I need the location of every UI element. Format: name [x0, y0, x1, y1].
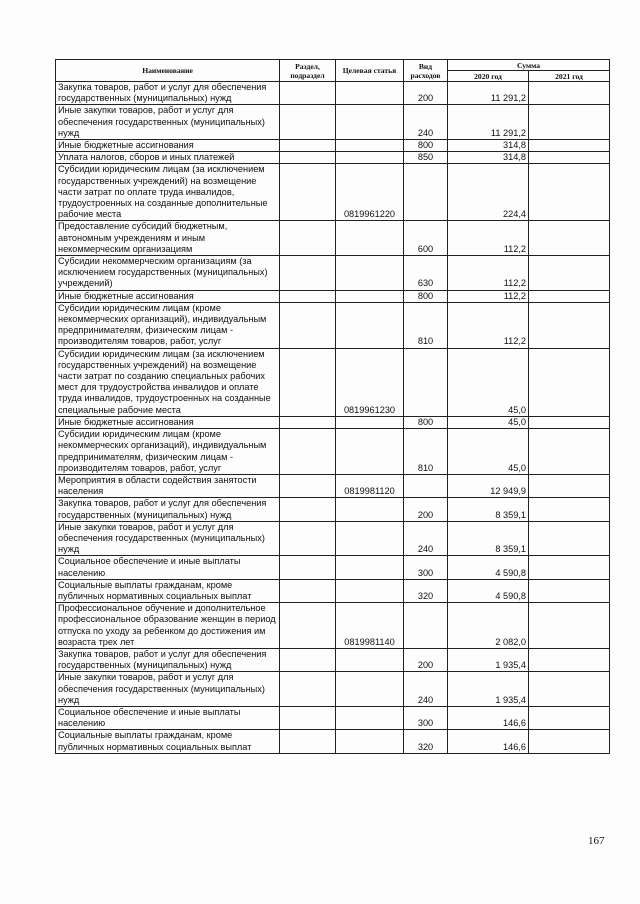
- cell-kind: [404, 164, 448, 221]
- cell-section: [280, 706, 336, 729]
- cell-name: Иные закупки товаров, работ и услуг для обеспечения государственных (муниципальных) нужд: [56, 672, 280, 707]
- cell-kind: 300: [404, 556, 448, 579]
- cell-name: Иные закупки товаров, работ и услуг для обеспечения государственных (муниципальных) нужд: [56, 105, 280, 140]
- cell-kind: 200: [404, 648, 448, 671]
- table-row: [56, 256, 610, 291]
- cell-kind: 800: [404, 416, 448, 428]
- header-name: Наименование: [56, 60, 280, 82]
- cell-target: [336, 140, 404, 152]
- table-row: [56, 672, 610, 707]
- cell-name: Иные бюджетные ассигнования: [56, 290, 280, 302]
- table-row: [56, 348, 610, 416]
- table-row: [56, 556, 610, 579]
- cell-section: [280, 348, 336, 416]
- cell-y2020: 314,8: [448, 152, 529, 164]
- cell-y2020: 4 590,8: [448, 556, 529, 579]
- cell-y2020: 11 291,2: [448, 82, 529, 105]
- cell-y2021: [529, 164, 610, 221]
- cell-kind: [404, 474, 448, 497]
- cell-name: Субсидии юридическим лицам (за исключением государственных учреждений) на возмещение части затрат по созданию специальных рабочих мест для трудоустройства инвалидов и оплате труда инвалидов, трудоустроенных на созданные специальные рабочие места: [56, 348, 280, 416]
- cell-y2021: [529, 672, 610, 707]
- table-row: [56, 140, 610, 152]
- table-row: [56, 521, 610, 556]
- cell-section: [280, 556, 336, 579]
- cell-kind: 800: [404, 140, 448, 152]
- budget-table: [55, 59, 610, 754]
- cell-target: [336, 672, 404, 707]
- table-row: [56, 105, 610, 140]
- cell-section: [280, 429, 336, 475]
- cell-y2020: 314,8: [448, 140, 529, 152]
- cell-target: [336, 498, 404, 521]
- cell-y2020: 4 590,8: [448, 579, 529, 602]
- cell-kind: 300: [404, 706, 448, 729]
- header-section: Раздел, подраздел: [280, 60, 336, 82]
- cell-section: [280, 164, 336, 221]
- cell-section: [280, 140, 336, 152]
- cell-kind: 240: [404, 672, 448, 707]
- cell-y2020: 12 949,9: [448, 474, 529, 497]
- cell-kind: [404, 603, 448, 649]
- cell-target: [336, 290, 404, 302]
- cell-y2020: 45,0: [448, 429, 529, 475]
- page-number: 167: [588, 835, 605, 847]
- cell-kind: 200: [404, 498, 448, 521]
- cell-target: [336, 152, 404, 164]
- cell-section: [280, 603, 336, 649]
- cell-kind: 240: [404, 105, 448, 140]
- cell-kind: 320: [404, 730, 448, 753]
- cell-name: Уплата налогов, сборов и иных платежей: [56, 152, 280, 164]
- cell-target: [336, 82, 404, 105]
- cell-target: [336, 521, 404, 556]
- cell-target: [336, 706, 404, 729]
- cell-name: Социальное обеспечение и иные выплаты населению: [56, 706, 280, 729]
- table-row: [56, 429, 610, 475]
- cell-name: Закупка товаров, работ и услуг для обеспечения государственных (муниципальных) нужд: [56, 498, 280, 521]
- header-year-2021: 2021 год: [529, 71, 610, 82]
- cell-y2021: [529, 82, 610, 105]
- cell-section: [280, 82, 336, 105]
- cell-y2020: 112,2: [448, 256, 529, 291]
- table-header: [56, 60, 610, 82]
- cell-name: Закупка товаров, работ и услуг для обеспечения государственных (муниципальных) нужд: [56, 648, 280, 671]
- cell-y2021: [529, 521, 610, 556]
- cell-kind: 200: [404, 82, 448, 105]
- table-row: [56, 730, 610, 753]
- cell-kind: 240: [404, 521, 448, 556]
- cell-y2021: [529, 416, 610, 428]
- cell-name: Закупка товаров, работ и услуг для обеспечения государственных (муниципальных) нужд: [56, 82, 280, 105]
- cell-name: Предоставление субсидий бюджетным, автономным учреждениям и иным некоммерческим организациям: [56, 221, 280, 256]
- cell-kind: 810: [404, 429, 448, 475]
- cell-section: [280, 152, 336, 164]
- cell-kind: 850: [404, 152, 448, 164]
- cell-y2020: 8 359,1: [448, 521, 529, 556]
- table-row: [56, 474, 610, 497]
- cell-name: Иные закупки товаров, работ и услуг для обеспечения государственных (муниципальных) нужд: [56, 521, 280, 556]
- cell-y2020: 45,0: [448, 348, 529, 416]
- table-body: [56, 82, 610, 754]
- cell-name: Социальные выплаты гражданам, кроме публичных нормативных социальных выплат: [56, 579, 280, 602]
- table-row: [56, 498, 610, 521]
- cell-target: [336, 302, 404, 348]
- cell-y2021: [529, 290, 610, 302]
- cell-y2020: 146,6: [448, 706, 529, 729]
- cell-kind: 320: [404, 579, 448, 602]
- cell-y2021: [529, 498, 610, 521]
- cell-y2021: [529, 105, 610, 140]
- cell-kind: [404, 348, 448, 416]
- cell-y2021: [529, 152, 610, 164]
- cell-y2021: [529, 474, 610, 497]
- header-year-2020: 2020 год: [448, 71, 529, 82]
- cell-y2020: 1 935,4: [448, 672, 529, 707]
- table-row: [56, 152, 610, 164]
- table-row: [56, 416, 610, 428]
- cell-y2021: [529, 429, 610, 475]
- cell-target: 0819981120: [336, 474, 404, 497]
- cell-name: Социальные выплаты гражданам, кроме публичных нормативных социальных выплат: [56, 730, 280, 753]
- cell-kind: 800: [404, 290, 448, 302]
- cell-y2020: 2 082,0: [448, 603, 529, 649]
- cell-section: [280, 290, 336, 302]
- cell-kind: 630: [404, 256, 448, 291]
- cell-y2020: 146,6: [448, 730, 529, 753]
- cell-y2021: [529, 556, 610, 579]
- cell-section: [280, 105, 336, 140]
- cell-y2021: [529, 730, 610, 753]
- cell-y2021: [529, 648, 610, 671]
- cell-target: [336, 221, 404, 256]
- cell-section: [280, 221, 336, 256]
- table-row: [56, 302, 610, 348]
- cell-name: Мероприятия в области содействия занятости населения: [56, 474, 280, 497]
- cell-name: Субсидии юридическим лицам (кроме некоммерческих организаций), индивидуальным предпринимателям, физическим лицам - производителям товаров, работ, услуг: [56, 429, 280, 475]
- cell-kind: 600: [404, 221, 448, 256]
- cell-name: Профессиональное обучение и дополнительное профессиональное образование женщин в период отпуска по уходу за ребенком до достижения им возраста трех лет: [56, 603, 280, 649]
- cell-y2020: 112,2: [448, 302, 529, 348]
- cell-name: Субсидии юридическим лицам (кроме некоммерческих организаций), индивидуальным предпринимателям, физическим лицам - производителям товаров, работ, услуг: [56, 302, 280, 348]
- cell-name: Субсидии некоммерческим организациям (за исключением государственных (муниципальных) учреждений): [56, 256, 280, 291]
- cell-y2021: [529, 140, 610, 152]
- cell-section: [280, 672, 336, 707]
- cell-target: 0819961220: [336, 164, 404, 221]
- cell-target: [336, 556, 404, 579]
- cell-section: [280, 256, 336, 291]
- cell-name: Иные бюджетные ассигнования: [56, 416, 280, 428]
- cell-target: [336, 105, 404, 140]
- cell-target: [336, 416, 404, 428]
- cell-name: Субсидии юридическим лицам (за исключением государственных учреждений) на возмещение части затрат по оплате труда инвалидов, трудоустроенных на созданные дополнительные рабочие места: [56, 164, 280, 221]
- table-row: [56, 221, 610, 256]
- table-row: [56, 290, 610, 302]
- cell-section: [280, 579, 336, 602]
- cell-name: Иные бюджетные ассигнования: [56, 140, 280, 152]
- cell-target: 0819961230: [336, 348, 404, 416]
- cell-name: Социальное обеспечение и иные выплаты населению: [56, 556, 280, 579]
- cell-target: [336, 730, 404, 753]
- cell-kind: 810: [404, 302, 448, 348]
- table-row: [56, 706, 610, 729]
- cell-y2021: [529, 706, 610, 729]
- cell-section: [280, 498, 336, 521]
- cell-y2021: [529, 256, 610, 291]
- header-sum: Сумма: [448, 60, 610, 71]
- table-row: [56, 579, 610, 602]
- cell-y2021: [529, 348, 610, 416]
- cell-y2020: 8 359,1: [448, 498, 529, 521]
- cell-section: [280, 730, 336, 753]
- cell-target: 0819981140: [336, 603, 404, 649]
- cell-y2020: 45,0: [448, 416, 529, 428]
- cell-target: [336, 429, 404, 475]
- cell-section: [280, 474, 336, 497]
- cell-target: [336, 256, 404, 291]
- cell-y2020: 1 935,4: [448, 648, 529, 671]
- cell-section: [280, 648, 336, 671]
- cell-section: [280, 302, 336, 348]
- header-target: Целевая статья: [336, 60, 404, 82]
- cell-y2020: 112,2: [448, 221, 529, 256]
- cell-target: [336, 648, 404, 671]
- cell-y2021: [529, 302, 610, 348]
- cell-y2021: [529, 221, 610, 256]
- table-row: [56, 603, 610, 649]
- header-kind: Вид расходов: [404, 60, 448, 82]
- cell-target: [336, 579, 404, 602]
- cell-y2020: 11 291,2: [448, 105, 529, 140]
- table-row: [56, 648, 610, 671]
- cell-y2021: [529, 579, 610, 602]
- cell-y2020: 224,4: [448, 164, 529, 221]
- cell-y2020: 112,2: [448, 290, 529, 302]
- table-row: [56, 164, 610, 221]
- cell-section: [280, 521, 336, 556]
- cell-section: [280, 416, 336, 428]
- cell-y2021: [529, 603, 610, 649]
- table-row: [56, 82, 610, 105]
